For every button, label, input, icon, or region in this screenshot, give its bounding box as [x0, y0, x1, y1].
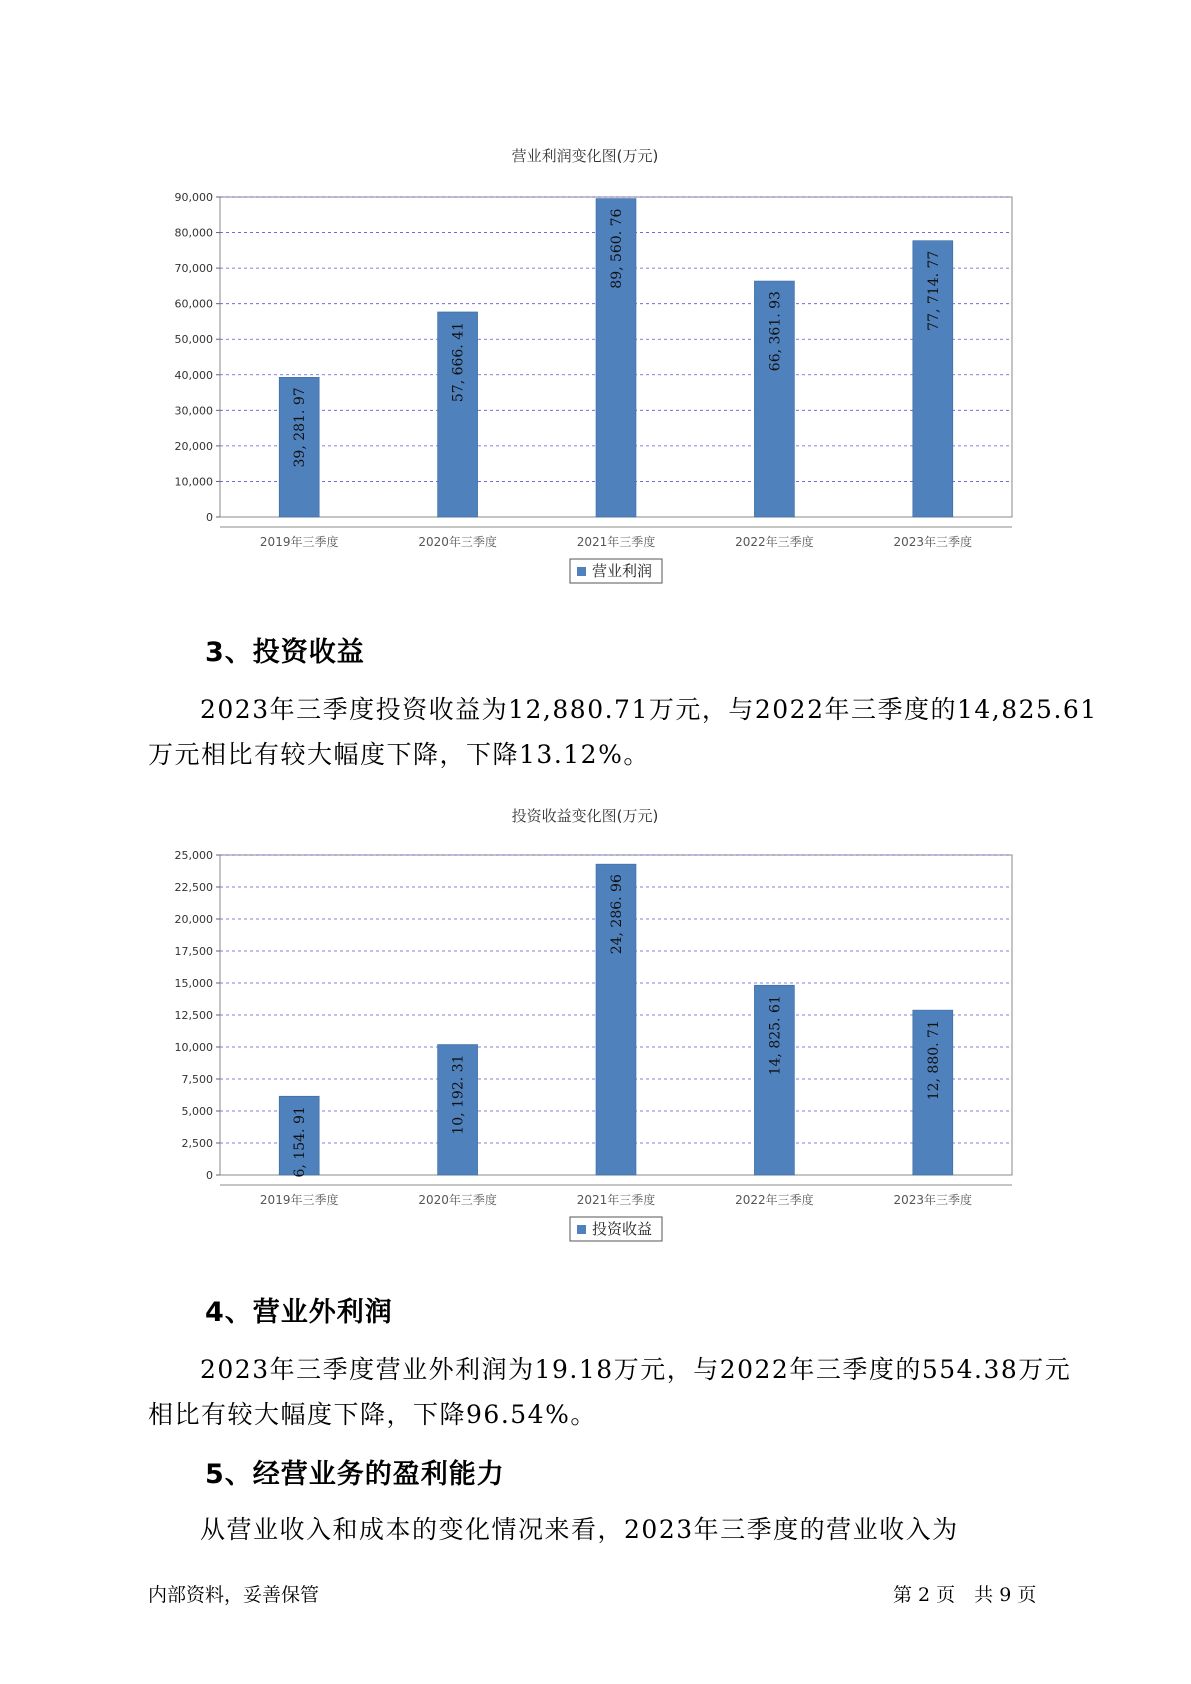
bar-data-label: 24, 286. 96 [609, 874, 625, 955]
x-tick-label: 2022年三季度 [735, 535, 814, 549]
section-heading-investment-income: 3、投资收益 [205, 637, 365, 668]
y-tick-label: 0 [206, 1169, 213, 1182]
x-tick-label: 2020年三季度 [418, 1193, 497, 1207]
y-tick-label: 30,000 [174, 404, 213, 418]
section-heading-non-operating-profit: 4、营业外利润 [205, 1297, 393, 1328]
legend-swatch [577, 1225, 586, 1234]
bar-data-label: 57, 666. 41 [450, 321, 467, 403]
legend-label: 营业利润 [592, 562, 653, 580]
paragraph-line: 从营业收入和成本的变化情况来看，2023年三季度的营业收入为 [200, 1515, 959, 1544]
section-heading-profitability: 5、经营业务的盈利能力 [205, 1459, 505, 1490]
x-tick-label: 2020年三季度 [418, 535, 497, 549]
chart-title: 投资收益变化图(万元) [511, 807, 659, 825]
x-tick-label: 2021年三季度 [576, 535, 656, 549]
x-tick-label: 2023年三季度 [893, 1193, 973, 1207]
bar-data-label: 66, 361. 93 [767, 291, 784, 372]
x-tick-label: 2023年三季度 [893, 535, 973, 549]
y-tick-label: 15,000 [174, 977, 213, 990]
y-tick-label: 20,000 [174, 439, 213, 453]
y-tick-label: 7,500 [181, 1073, 213, 1086]
y-tick-label: 60,000 [174, 297, 213, 311]
bar-data-label: 14, 825. 61 [767, 995, 784, 1076]
y-tick-label: 80,000 [174, 226, 213, 240]
investment-income-chart [150, 795, 1020, 1255]
bar-data-label: 12, 880. 71 [925, 1020, 942, 1101]
paragraph-line: 相比有较大幅度下降，下降96.54%。 [148, 1400, 597, 1429]
y-tick-label: 10,000 [174, 1041, 213, 1054]
y-tick-label: 2,500 [181, 1137, 213, 1150]
bar-data-label: 89, 560. 76 [609, 208, 625, 289]
x-tick-label: 2021年三季度 [576, 1193, 656, 1207]
y-tick-label: 0 [206, 511, 213, 524]
paragraph-line: 2023年三季度投资收益为12,880.71万元，与2022年三季度的14,825.61 [200, 695, 1098, 724]
bar-data-label: 39, 281. 97 [292, 387, 309, 468]
footer-page-number: 第 2 页 共 9 页 [893, 1584, 1037, 1606]
legend-label: 投资收益 [592, 1220, 653, 1238]
investment-income-chart-svg [150, 795, 1020, 1255]
x-tick-label: 2022年三季度 [735, 1193, 814, 1207]
y-tick-label: 22,500 [174, 881, 213, 894]
y-tick-label: 90,000 [174, 191, 213, 204]
y-tick-label: 17,500 [174, 945, 213, 958]
y-tick-label: 40,000 [174, 368, 213, 382]
operating-profit-chart-svg [150, 135, 1020, 580]
x-tick-label: 2019年三季度 [259, 535, 339, 549]
x-tick-label: 2019年三季度 [259, 1193, 339, 1207]
chart-title: 营业利润变化图(万元) [511, 147, 659, 165]
footer-confidential-note: 内部资料，妥善保管 [148, 1584, 320, 1606]
y-tick-label: 5,000 [181, 1105, 213, 1118]
y-tick-label: 50,000 [174, 333, 213, 347]
legend-swatch [577, 567, 586, 576]
y-tick-label: 12,500 [174, 1009, 213, 1022]
paragraph-line: 万元相比有较大幅度下降，下降13.12%。 [148, 740, 650, 769]
bar-data-label: 10, 192. 31 [450, 1054, 467, 1135]
y-tick-label: 10,000 [174, 475, 213, 489]
bar-data-label: 77, 714. 77 [925, 250, 942, 331]
bar-data-label: 6, 154. 91 [292, 1106, 309, 1178]
y-tick-label: 20,000 [174, 913, 213, 926]
paragraph-line: 2023年三季度营业外利润为19.18万元，与2022年三季度的554.38万元 [200, 1355, 1072, 1384]
y-tick-label: 25,000 [174, 849, 213, 862]
y-tick-label: 70,000 [174, 262, 213, 276]
operating-profit-chart [150, 135, 1020, 580]
